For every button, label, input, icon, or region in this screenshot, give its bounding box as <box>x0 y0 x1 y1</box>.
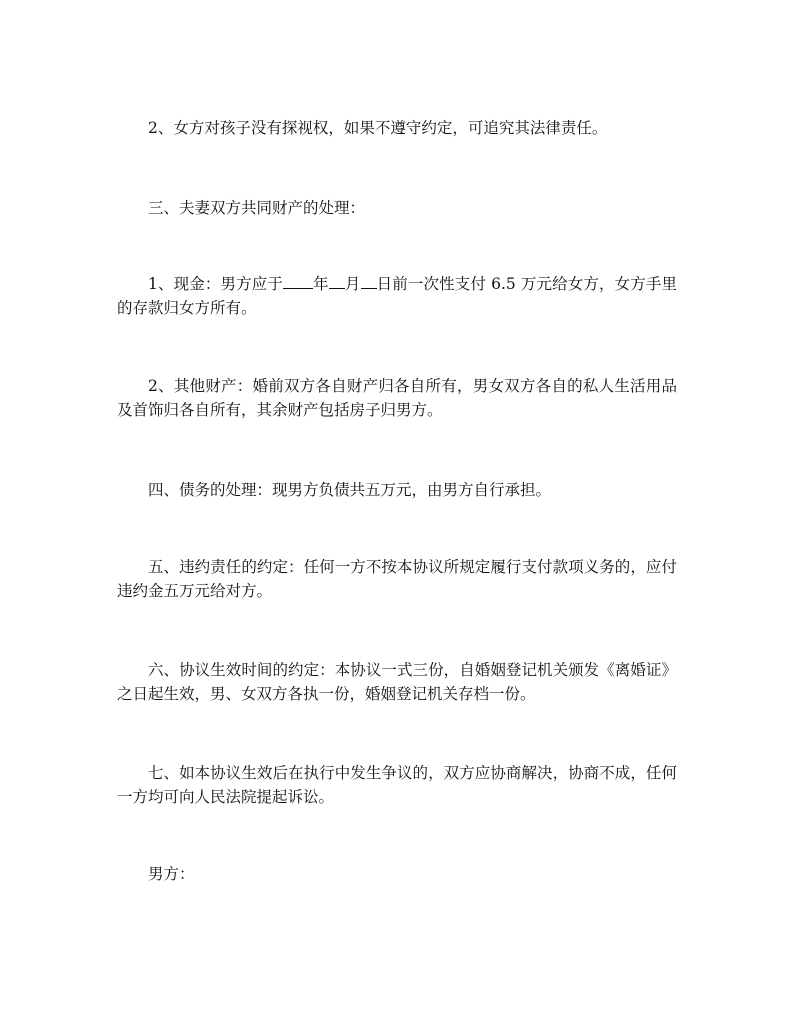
signature-label-male: 男方： <box>148 865 195 883</box>
cash-clause-end: 日前一次性支付 6.5 万元给女方，女方手里的存款归女方所有。 <box>117 275 677 317</box>
year-label: 年 <box>313 275 329 293</box>
paragraph-debts: 四、债务的处理：现男方负债共五万元，由男方自行承担。 <box>148 481 552 499</box>
blank-day-field <box>361 274 377 289</box>
paragraph-dispute-resolution: 七、如本协议生效后在执行中发生争议的，双方应协商解决，协商不成，任何一方均可向人民法院提起诉讼。 <box>117 764 677 806</box>
paragraph-effective-date: 六、协议生效时间的约定：本协议一式三份，自婚姻登记机关颁发《离婚证》之日起生效，男、女双方各执一份，婚姻登记机关存档一份。 <box>117 661 677 703</box>
heading-joint-property: 三、夫妻双方共同财产的处理： <box>148 199 366 217</box>
blank-month-field <box>329 274 345 289</box>
paragraph-visitation-rights: 2、女方对孩子没有探视权，如果不遵守约定，可追究其法律责任。 <box>148 119 608 137</box>
paragraph-other-property: 2、其他财产：婚前双方各自财产归各自所有，男女双方各自的私人生活用品及首饰归各自所有，其余财产包括房子归男方。 <box>117 377 677 419</box>
paragraph-cash <box>117 272 677 320</box>
blank-year-field <box>283 274 313 289</box>
cash-clause-start: 1、现金：男方应于 <box>148 275 284 293</box>
paragraph-breach-liability: 五、违约责任的约定：任何一方不按本协议所规定履行支付款项义务的，应付违约金五万元给对方。 <box>117 558 677 600</box>
month-label: 月 <box>344 275 361 293</box>
